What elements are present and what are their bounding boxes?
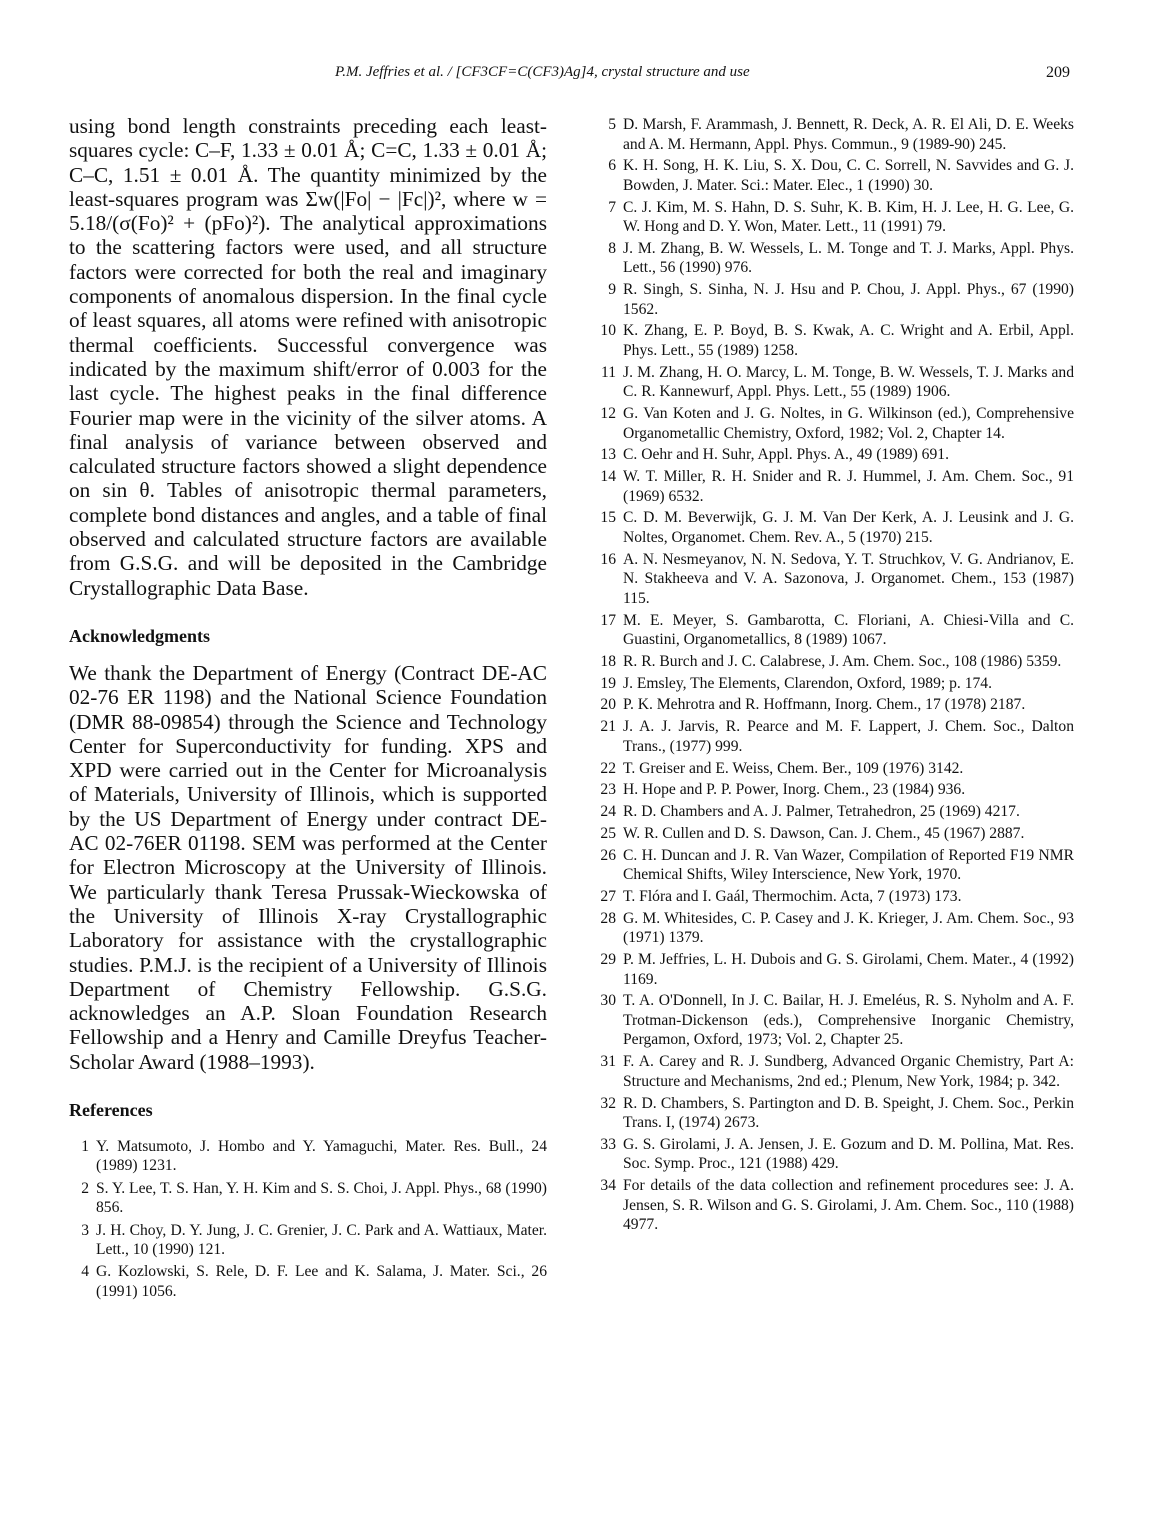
reference-item [596,887,1074,907]
reference-text: W. T. Miller, R. H. Snider and R. J. Hummel, J. Am. Chem. Soc., 91 (1969) 6532. [623,468,1074,505]
reference-text: G. Van Koten and J. G. Noltes, in G. Wilkinson (ed.), Comprehensive Organometallic Chemistry, Oxford, 1982; Vol. 2, Chapter 14. [623,405,1074,442]
reference-number: 22 [600,759,616,777]
reference-number: 25 [600,824,616,842]
reference-text: J. H. Choy, D. Y. Jung, J. C. Grenier, J. C. Park and A. Wattiaux, Mater. Lett., 10 (1990) 121. [96,1221,547,1259]
reference-text: P. M. Jeffries, L. H. Dubois and G. S. Girolami, Chem. Mater., 4 (1992) 1169. [623,951,1074,988]
reference-text: G. M. Whitesides, C. P. Casey and J. K. Krieger, J. Am. Chem. Soc., 93 (1971) 1379. [623,909,1074,947]
reference-item [596,550,1074,609]
reference-item [596,156,1074,195]
reference-number: 32 [600,1094,616,1112]
reference-text: C. Oehr and H. Suhr, Appl. Phys. A., 49 (1989) 691. [623,446,949,464]
reference-text: For details of the data collection and refinement procedures see: J. A. Jensen, S. R. Wilson and G. S. Girolami, J. Am. Chem. Soc., 110 (1988) 4977. [623,1177,1074,1234]
body-paragraph: using bond length constraints preceding each least-squares cycle: C–F, 1.33 ± 0.01 Å; C=C, 1.33 ± 0.01 Å; C–C, 1.51 ± 0.01 Å. The quantity minimized by the least-squares program was Σw(|Fo| − |Fc|)², where w = 5.18/(σ(Fo)² + (pFo)²). The analytical approximations to the scattering factors were used, and all structure factors were corrected for both the real and imaginary components of anomalous dispersion. In the final cycle of least squares, all atoms were refined with anisotropic thermal coefficients. Successful convergence was indicated by the maximum shift/error of 0.003 for the last cycle. The highest peaks in the final difference Fourier map were in the vicinity of the silver atoms. A final analysis of variance between observed and calculated structure factors showed a slight dependence on sin θ. Tables of anisotropic thermal parameters, complete bond distances and angles, and a table of final observed and calculated structure factors are available from G.S.G. and will be deposited in the Cambridge Crystallographic Data Base. [69,114,547,600]
reference-item [596,674,1074,694]
reference-item [596,652,1074,672]
reference-number: 7 [608,198,616,216]
reference-text: K. Zhang, E. P. Boyd, B. S. Kwak, A. C. Wright and A. Erbil, Appl. Phys. Lett., 55 (1989) 1258. [623,322,1074,359]
reference-text: H. Hope and P. P. Power, Inorg. Chem., 23 (1984) 936. [623,781,966,799]
reference-item [596,1094,1074,1133]
reference-item [596,115,1074,154]
reference-text: R. D. Chambers and A. J. Palmer, Tetrahedron, 25 (1969) 4217. [623,803,1020,821]
reference-number: 30 [600,992,616,1010]
reference-number: 10 [600,322,616,340]
reference-item [596,695,1074,715]
reference-item [596,950,1074,989]
right-column [596,115,1074,1237]
reference-number: 24 [600,803,616,821]
reference-text: T. Greiser and E. Weiss, Chem. Ber., 109 (1976) 3142. [623,759,964,777]
reference-text: J. M. Zhang, H. O. Marcy, L. M. Tonge, B. W. Wessels, T. J. Marks and C. R. Kannewurf, Appl. Phys. Lett., 55 (1989) 1906. [623,363,1074,401]
reference-number: 8 [608,239,616,257]
reference-number: 2 [81,1179,89,1197]
reference-text: R. Singh, S. Sinha, N. J. Hsu and P. Chou, J. Appl. Phys., 67 (1990) 1562. [623,281,1074,318]
reference-item [596,846,1074,885]
reference-number: 19 [600,674,616,692]
reference-text: R. D. Chambers, S. Partington and D. B. Speight, J. Chem. Soc., Perkin Trans. I, (1974) 2673. [623,1094,1074,1132]
reference-item [596,991,1074,1050]
reference-text: J. Emsley, The Elements, Clarendon, Oxford, 1989; p. 174. [623,674,992,692]
reference-item [596,280,1074,319]
reference-item [69,1262,547,1301]
reference-item [596,1176,1074,1235]
reference-text: C. D. M. Beverwijk, G. J. M. Van Der Kerk, A. J. Leusink and J. G. Noltes, Organomet. Chem. Rev. A., 5 (1970) 215. [623,509,1074,546]
reference-item [596,824,1074,844]
reference-text: M. E. Meyer, S. Gambarotta, C. Floriani, A. Chiesi-Villa and C. Guastini, Organometallics, 8 (1989) 1067. [623,611,1074,649]
reference-item [596,239,1074,278]
reference-number: 17 [600,611,616,629]
reference-item [596,1135,1074,1174]
reference-text: C. H. Duncan and J. R. Van Wazer, Compilation of Reported F19 NMR Chemical Shifts, Wiley Interscience, New York, 1970. [623,846,1074,884]
reference-text: C. J. Kim, M. S. Hahn, D. S. Suhr, K. B. Kim, H. J. Lee, H. G. Lee, G. W. Hong and D. Y. Won, Mater. Lett., 11 (1991) 79. [623,198,1074,236]
reference-number: 11 [600,363,616,381]
running-head: P.M. Jeffries et al. / [CF3CF=C(CF3)Ag]4, crystal structure and use [335,64,750,80]
reference-number: 28 [600,909,616,927]
reference-item [596,445,1074,465]
reference-number: 6 [608,157,616,175]
reference-item [69,1137,547,1176]
references-heading: References [69,1099,153,1120]
reference-number: 15 [600,509,616,527]
reference-item [69,1179,547,1218]
acknowledgments-heading: Acknowledgments [69,625,211,646]
reference-number: 18 [600,652,616,670]
reference-item [596,467,1074,506]
reference-number: 1 [81,1137,89,1155]
reference-number: 5 [608,116,616,133]
reference-text: W. R. Cullen and D. S. Dawson, Can. J. Chem., 45 (1967) 2887. [623,824,1025,842]
reference-number: 33 [600,1135,616,1153]
reference-item [596,404,1074,443]
reference-number: 23 [600,781,616,799]
reference-item [596,1052,1074,1091]
reference-text: J. M. Zhang, B. W. Wessels, L. M. Tonge and T. J. Marks, Appl. Phys. Lett., 56 (1990) 976. [623,239,1074,277]
reference-number: 12 [600,405,616,423]
reference-text: Y. Matsumoto, J. Hombo and Y. Yamaguchi, Mater. Res. Bull., 24 (1989) 1231. [96,1137,547,1175]
reference-text: G. S. Girolami, J. A. Jensen, J. E. Gozum and D. M. Pollina, Mat. Res. Soc. Symp. Proc., 121 (1988) 429. [623,1135,1074,1173]
reference-item [596,611,1074,650]
reference-text: T. A. O'Donnell, In J. C. Bailar, H. J. Emeléus, R. S. Nyholm and A. F. Trotman-Dickenson (eds.), Comprehensive Inorganic Chemistry, Pergamon, Oxford, 1973; Vol. 2, Chapter 25. [623,992,1074,1049]
reference-text: G. Kozlowski, S. Rele, D. F. Lee and K. Salama, J. Mater. Sci., 26 (1991) 1056. [96,1263,547,1300]
reference-text: T. Flóra and I. Gaál, Thermochim. Acta, 7 (1973) 173. [623,888,962,906]
reference-text: A. N. Nesmeyanov, N. N. Sedova, Y. T. Struchkov, V. G. Andrianov, E. N. Stakheeva and V. A. Sazonova, J. Organomet. Chem., 153 (1987) 115. [623,550,1074,607]
reference-number: 16 [600,550,616,568]
reference-text: F. A. Carey and R. J. Sundberg, Advanced Organic Chemistry, Part A: Structure and Mechanisms, 2nd ed.; Plenum, New York, 1984; p. 342. [623,1053,1074,1090]
reference-item [596,363,1074,402]
reference-number: 14 [600,468,616,486]
reference-item [596,321,1074,360]
reference-number: 3 [81,1221,89,1239]
page-number: 209 [1046,64,1070,81]
reference-number: 26 [600,846,616,864]
reference-item [596,759,1074,779]
reference-number: 4 [81,1263,89,1281]
reference-text: D. Marsh, F. Arammash, J. Bennett, R. Deck, A. R. El Ali, D. E. Weeks and A. M. Hermann, Appl. Phys. Commun., 9 (1989-90) 245. [623,116,1074,153]
reference-number: 34 [600,1177,616,1195]
reference-text: R. R. Burch and J. C. Calabrese, J. Am. Chem. Soc., 108 (1986) 5359. [623,652,1062,670]
reference-number: 21 [600,718,616,736]
page-header [0,64,1156,88]
reference-item [69,1221,547,1260]
reference-number: 31 [600,1053,616,1071]
reference-number: 27 [600,888,616,906]
reference-text: J. A. J. Jarvis, R. Pearce and M. F. Lappert, J. Chem. Soc., Dalton Trans., (1977) 999. [623,718,1074,755]
reference-number: 9 [608,281,616,299]
reference-item [596,909,1074,948]
reference-item [596,508,1074,547]
reference-text: P. K. Mehrotra and R. Hoffmann, Inorg. Chem., 17 (1978) 2187. [623,696,1026,714]
reference-text: K. H. Song, H. K. Liu, S. X. Dou, C. C. Sorrell, N. Savvides and G. J. Bowden, J. Mater. Sci.: Mater. Elec., 1 (1990) 30. [623,157,1074,194]
reference-item [596,780,1074,800]
reference-number: 20 [600,696,616,714]
references-list-left [69,1137,547,1301]
references-list-right [596,115,1074,1235]
reference-item [596,198,1074,237]
reference-item [596,802,1074,822]
acknowledgments-text: We thank the Department of Energy (Contract DE-AC 02-76 ER 1198) and the National Science Foundation (DMR 88-09854) through the Science and Technology Center for Superconductivity for funding. XPS and XPD were carried out in the Center for Microanalysis of Materials, University of Illinois, which is supported by the US Department of Energy under contract DE-AC 02-76ER 01198. SEM was performed at the Center for Electron Microscopy at the University of Illinois. We particularly thank Teresa Prussak-Wieckowska of the University of Illinois X-ray Crystallographic Laboratory for assistance with the crystallographic studies. P.M.J. is the recipient of a University of Illinois Department of Chemistry Fellowship. G.S.G. acknowledges an A.P. Sloan Foundation Research Fellowship and a Henry and Camille Dreyfus Teacher-Scholar Award (1988–1993). [69,660,547,1074]
reference-item [596,717,1074,756]
reference-number: 13 [600,446,616,464]
reference-text: S. Y. Lee, T. S. Han, Y. H. Kim and S. S. Choi, J. Appl. Phys., 68 (1990) 856. [96,1179,547,1217]
reference-number: 29 [600,951,616,969]
left-column [69,114,547,1304]
